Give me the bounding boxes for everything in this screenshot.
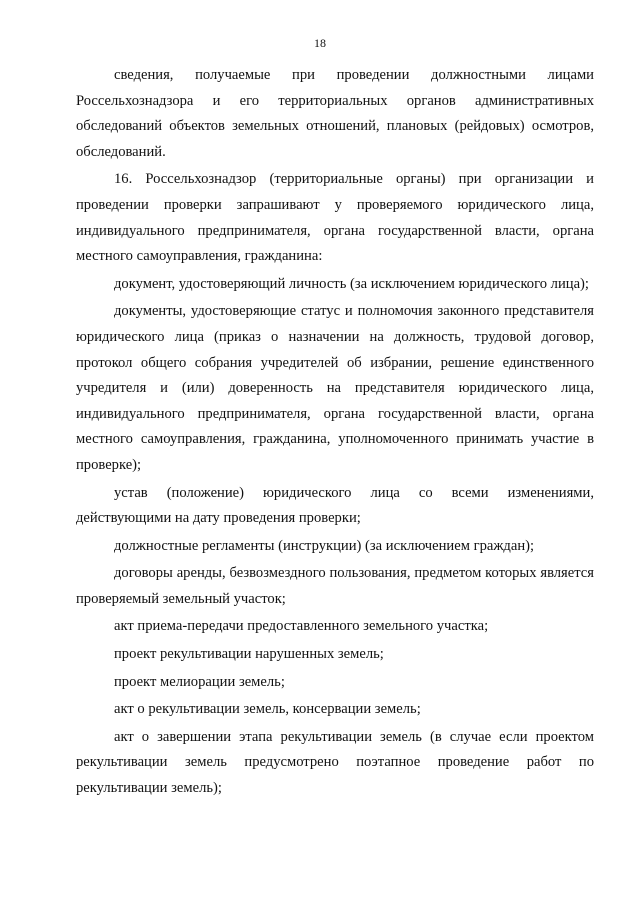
paragraph-intro-info: сведения, получаемые при проведении должностными лицами Россельхознадзора и его территориальных органов административных обследований объектов земельных отношений, плановых (рейдовых) осмотров, обследований. <box>76 67 594 160</box>
list-item-representative-documents: документы, удостоверяющие статус и полномочия законного представителя юридического лица (приказ о назначении на должность, трудовой договор, протокол общего собрания учредителей об избрании, решение единственного учредителя и (или) доверенность на представителя юридического лица, индивидуального предпринимателя, органа государственной власти, органа местного самоуправления, гражданина, уполномоченного принимать участие в проверке); <box>76 303 594 473</box>
page-number: 18 <box>314 36 326 50</box>
list-item-reclamation-act: акт о рекультивации земель, консервации земель; <box>114 701 421 718</box>
paragraph-clause-16: 16. Россельхознадзор (территориальные органы) при организации и проведении проверки запрашивают у проверяемого юридического лица, индивидуального предпринимателя, органа государственной власти, органа местного самоуправления, гражданина: <box>76 171 594 265</box>
list-item-transfer-act: акт приема-передачи предоставленного земельного участка; <box>114 618 489 635</box>
list-item-identity-document: документ, удостоверяющий личность (за исключением юридического лица); <box>114 275 589 292</box>
list-item-lease-agreements: договоры аренды, безвозмездного пользования, предметом которых является проверяемый земельный участок; <box>76 565 594 607</box>
list-item-charter: устав (положение) юридического лица со всеми изменениями, действующими на дату проведения проверки; <box>76 484 594 527</box>
list-item-reclamation-project: проект рекультивации нарушенных земель; <box>114 646 384 663</box>
list-item-melioration-project: проект мелиорации земель; <box>114 673 285 690</box>
document-body <box>76 63 594 802</box>
list-item-stage-completion-act: акт о завершении этапа рекультивации земель (в случае если проектом рекультивации земель предусмотрено поэтапное проведение работ по рекультивации земель); <box>76 728 594 797</box>
list-item-job-regulations: должностные регламенты (инструкции) (за исключением граждан); <box>114 537 535 554</box>
